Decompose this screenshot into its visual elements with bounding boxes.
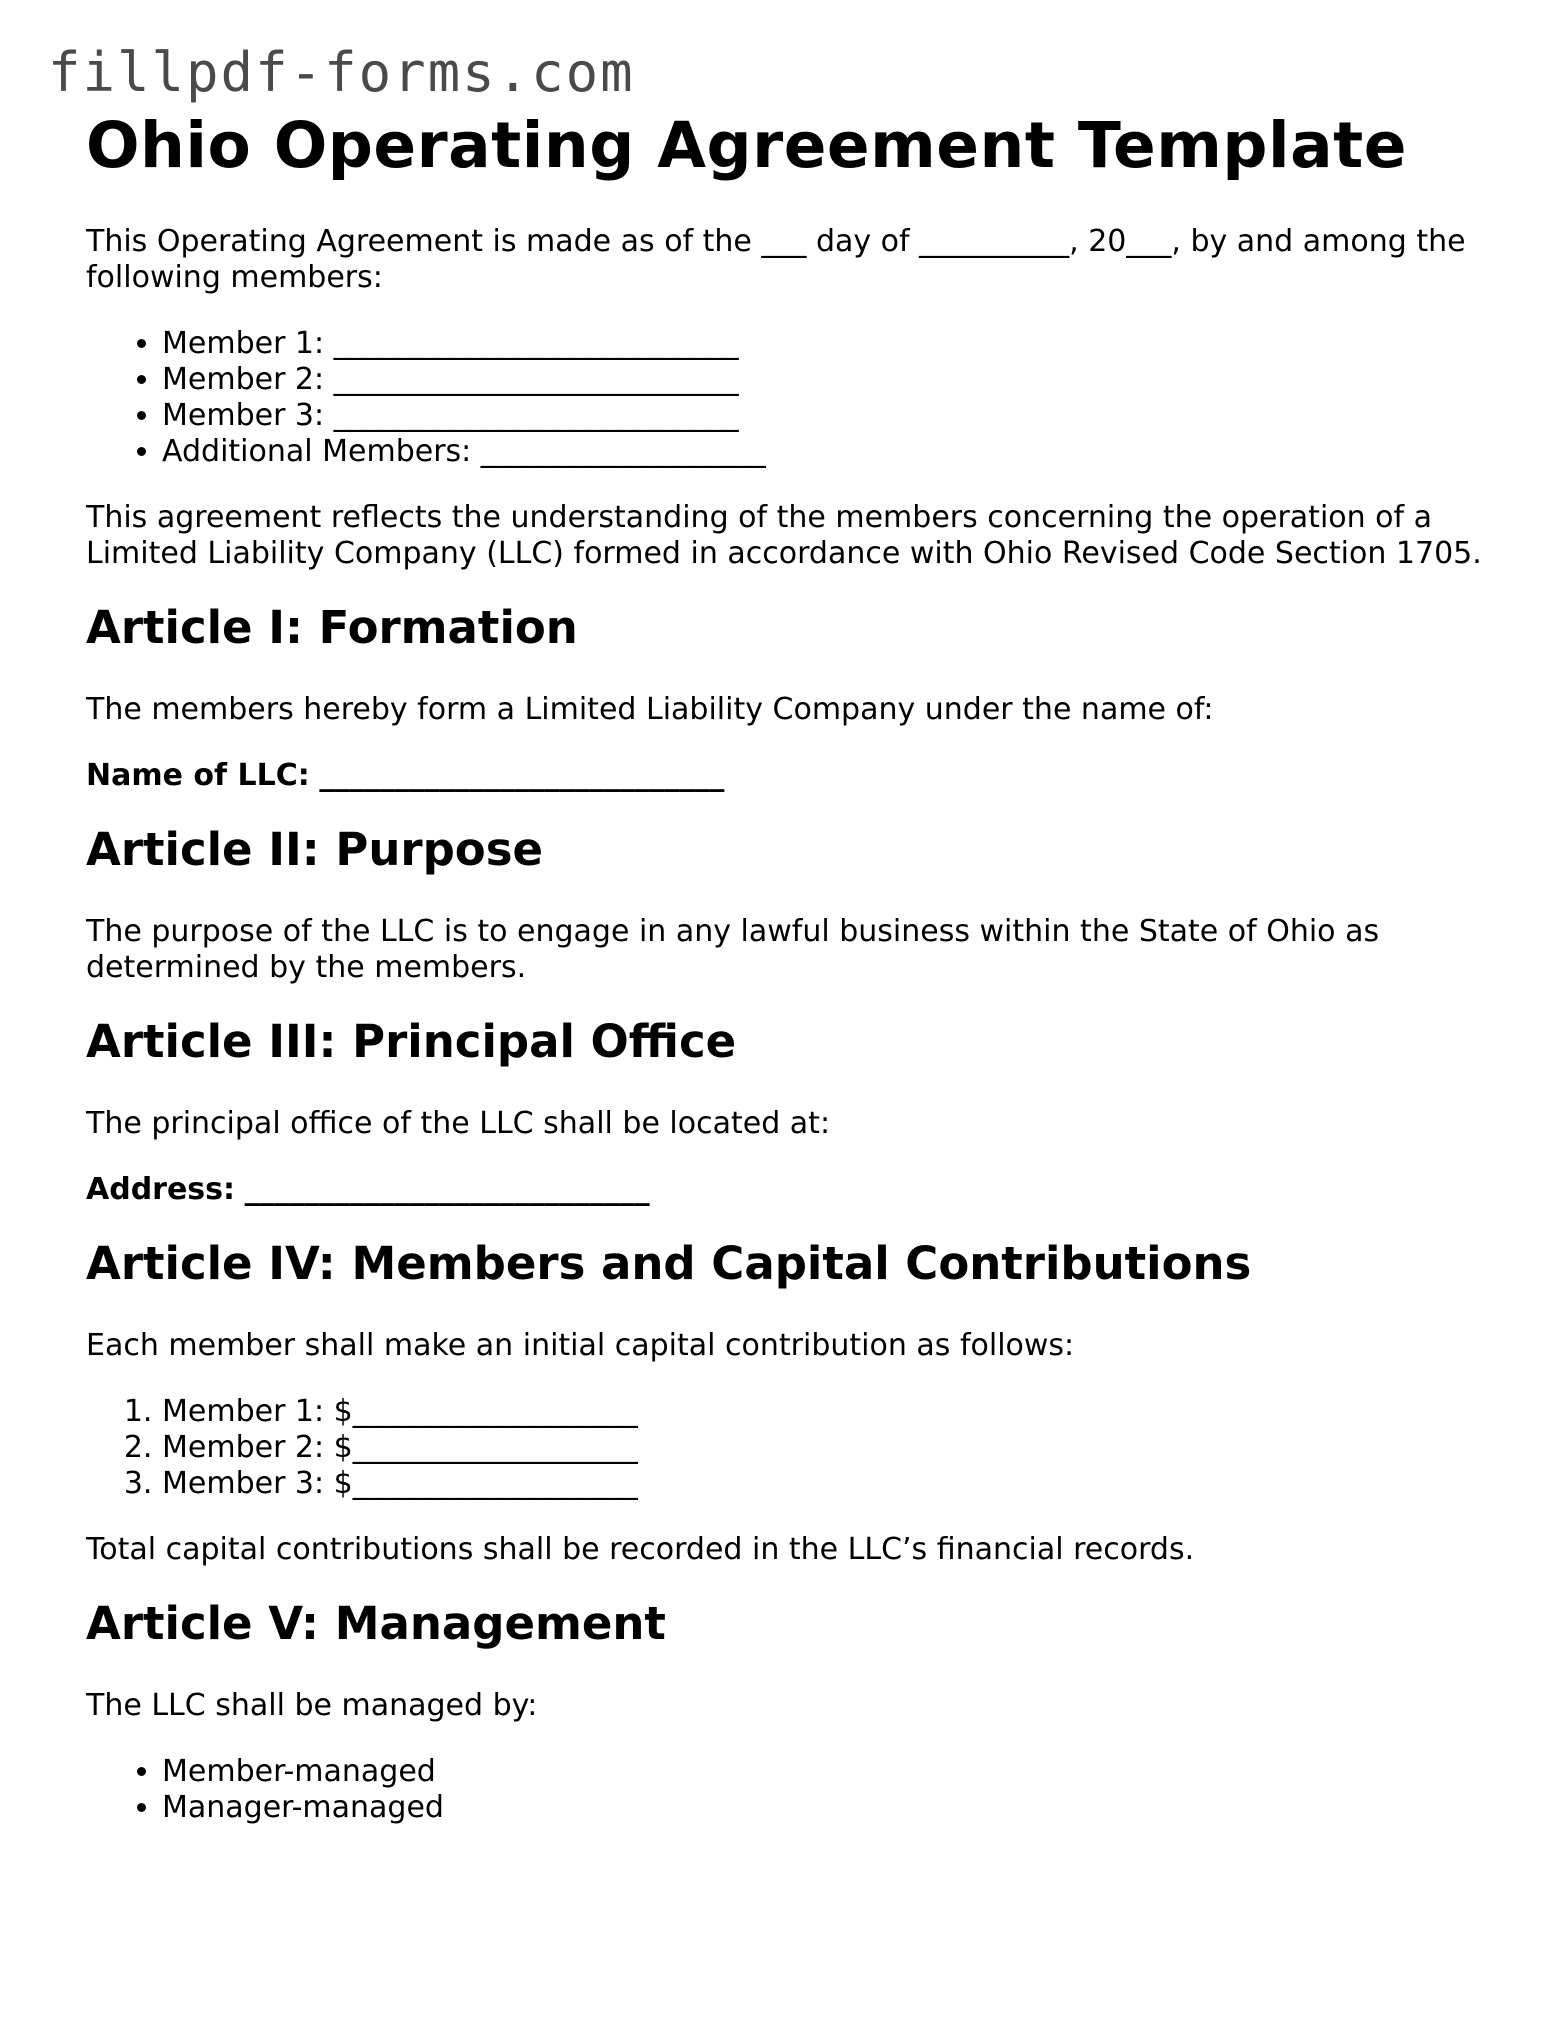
article-4-text: Each member shall make an initial capital contribution as follows: (86, 1328, 1075, 1363)
article-4-total: Total capital contributions shall be recorded in the LLC’s financial records. (86, 1532, 1195, 1567)
article-3-text: The principal office of the LLC shall be located at: (86, 1106, 831, 1141)
llc-name-field (86, 758, 1486, 794)
article-2-heading: Article II: Purpose (86, 823, 544, 876)
llc-name-blank: ___________________________ (319, 758, 725, 793)
contributions-list (86, 1394, 1486, 1502)
address-label: Address: (86, 1172, 236, 1207)
document-page (86, 110, 1486, 1856)
contribution-item: 1. Member 1: $___________________ (162, 1394, 1486, 1430)
member-item: • Member 3: ___________________________ (162, 398, 1486, 434)
contribution-item: 2. Member 2: $___________________ (162, 1430, 1486, 1466)
contribution-item: 3. Member 3: $___________________ (162, 1466, 1486, 1502)
article-2-text: The purpose of the LLC is to engage in any lawful business within the State of Ohio as determined by the members. (86, 914, 1380, 985)
article-5-text: The LLC shall be managed by: (86, 1688, 538, 1723)
watermark: fillpdf-forms.com (48, 41, 635, 104)
article-3-heading: Article III: Principal Office (86, 1015, 737, 1068)
article-4-heading: Article IV: Members and Capital Contributions (86, 1237, 1252, 1290)
member-item: • Member 1: ___________________________ (162, 326, 1486, 362)
intro-paragraph: This Operating Agreement is made as of the ___ day of __________, 20___, by and among the following members: (86, 224, 1466, 295)
llc-name-label: Name of LLC: (86, 758, 310, 793)
address-field (86, 1172, 1486, 1208)
member-item: • Additional Members: ___________________ (162, 434, 1486, 470)
article-1-text: The members hereby form a Limited Liability Company under the name of: (86, 692, 1214, 727)
management-option: • Member-managed (162, 1754, 1486, 1790)
management-options-list (86, 1754, 1486, 1826)
document-title: Ohio Operating Agreement Template (86, 109, 1407, 182)
article-5-heading: Article V: Management (86, 1597, 666, 1650)
members-list (86, 326, 1486, 470)
address-blank: ___________________________ (244, 1172, 650, 1207)
management-option: • Manager-managed (162, 1790, 1486, 1826)
article-1-heading: Article I: Formation (86, 601, 578, 654)
member-item: • Member 2: ___________________________ (162, 362, 1486, 398)
understanding-paragraph: This agreement reflects the understanding of the members concerning the operation of a Limited Liability Company (LLC) formed in accordance with Ohio Revised Code Section 1705. (86, 500, 1482, 571)
